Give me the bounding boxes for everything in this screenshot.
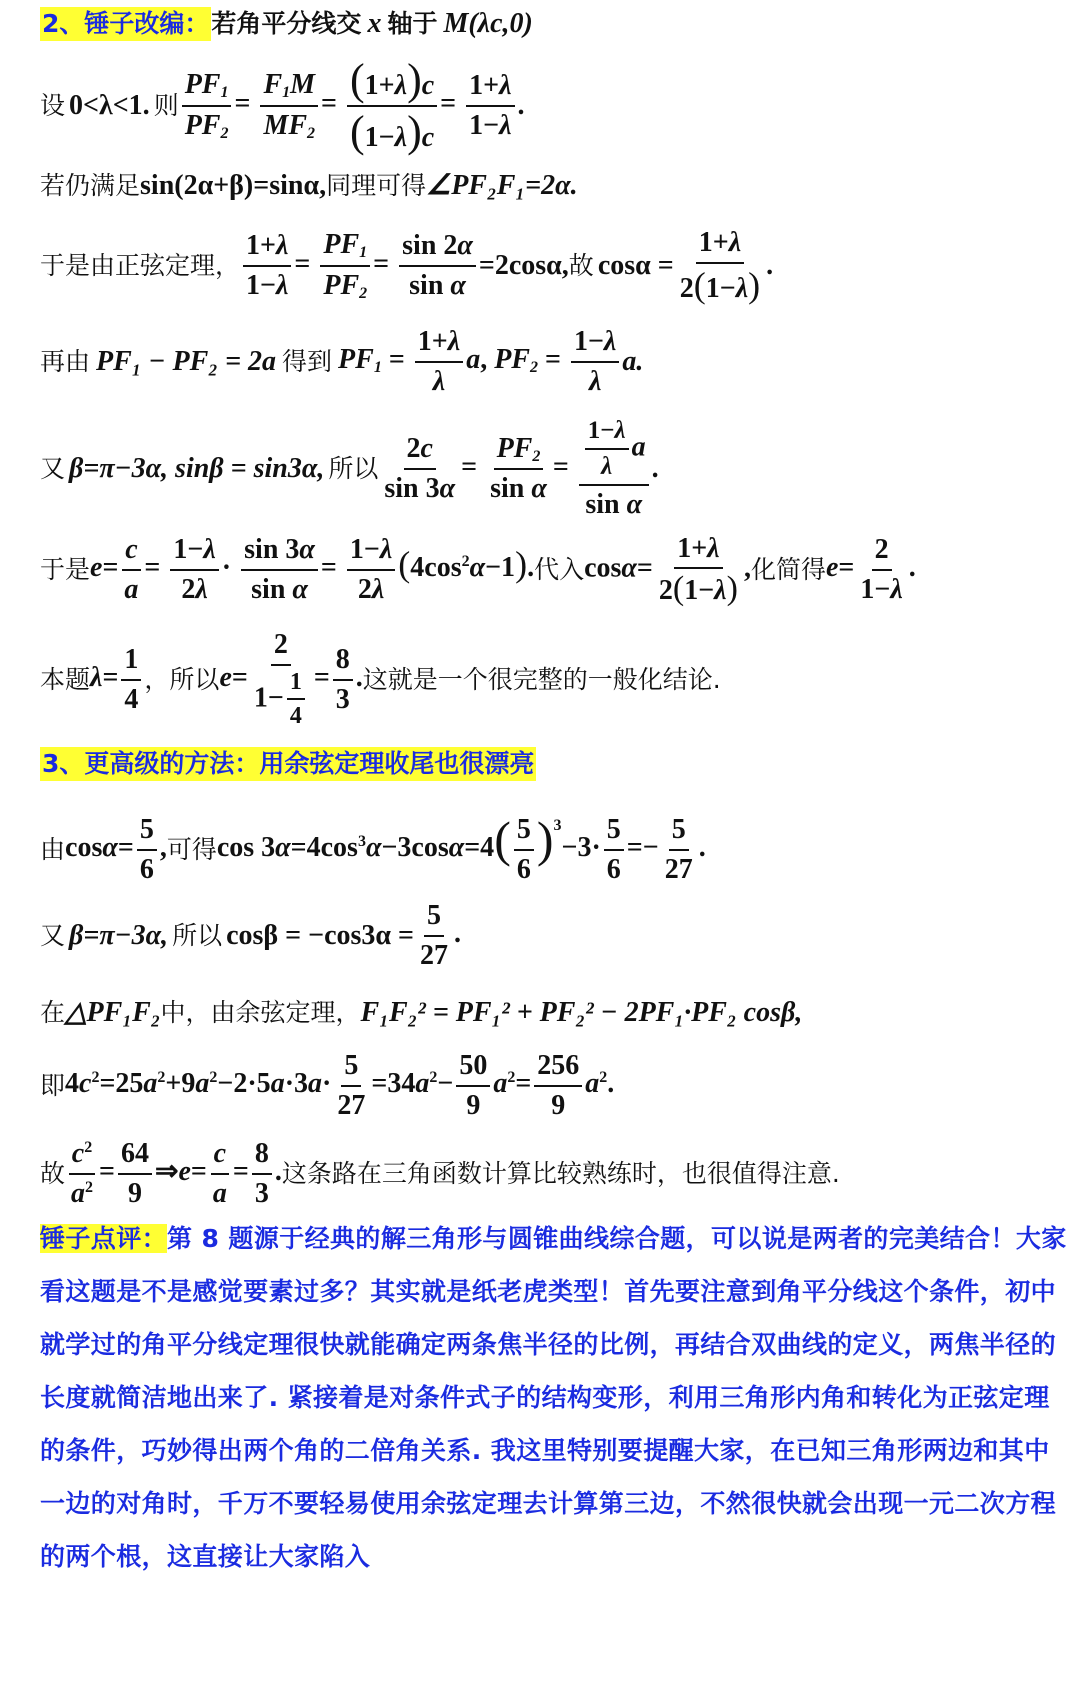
eq-line-cosbeta <box>40 896 1062 976</box>
eq-lambda: λ= $\frac{1}{4}$ <box>90 644 144 715</box>
text-note: 这条路在三角函数计算比较熟练时，也很值得注意. <box>281 1159 840 1188</box>
eq-beta: β=π−3α, sinβ = sin3α, <box>69 453 325 485</box>
eq-cos3: $\cos 3\alpha=4\cos^3\alpha-3\cos\alpha=4$( $\frac{5}{6}$ )$^3$−3· $\frac{5}{6}$ =− $\frac{5}{27}$ . <box>216 811 706 885</box>
text-zaiyou: 再由 <box>40 347 91 376</box>
eq-cosbeta: cosβ = −cos3α = <box>226 920 414 952</box>
eq-line-sine-law <box>40 226 1062 306</box>
eq-end-3: . <box>766 250 774 282</box>
eq-2cos: =2cosα, <box>478 250 569 282</box>
text-gu-12: 故 <box>40 1159 66 1188</box>
text-ji: 即 <box>40 1071 66 1100</box>
eq-compute: $4c^2=25a^2+9a^2-2\cdot 5a\cdot 3a\cdot$ $\frac{5}{27}$ $=34a^2-$ $\frac{50}{9}$ $a^2=$ $\frac{256}{9}$ $a^2$. <box>65 1050 615 1121</box>
eq-angle: ∠PF₂F₁=2α. <box>426 170 578 202</box>
section-2-x: x <box>367 8 382 40</box>
eq-line-cos3alpha <box>40 808 1062 892</box>
eq-line-eccentricity <box>40 530 1062 610</box>
eq-line-lengths <box>40 324 1062 400</box>
text-ruoreng: 若仍满足 <box>40 171 141 200</box>
eq-line-result <box>40 1134 1062 1214</box>
text-benti: 本题 <box>40 665 91 694</box>
eq-line-this-problem <box>40 630 1062 730</box>
text-she: 设 <box>40 91 66 120</box>
comment-label: 锤子点评： <box>40 1224 168 1253</box>
eq-line-beta <box>40 414 1062 524</box>
eq-end-5: . <box>651 453 659 485</box>
text-gu: 故 <box>568 251 594 280</box>
section-3-label: 3、更高级的方法：用余弦定理收尾也很漂亮 <box>40 747 536 781</box>
eq-cos-frac: $\frac{1+\lambda}{2(1-\lambda)}$ <box>679 227 761 305</box>
eq-line-ratio <box>40 55 1062 156</box>
eq-cos-alpha: cosα = <box>597 250 674 282</box>
text-ze: 则 <box>153 91 179 120</box>
text-you: 又 <box>40 454 66 483</box>
eq-line-compute <box>40 1046 1062 1126</box>
eq-hyperbola-def: PF₁ − PF₂ = 2a <box>96 346 277 378</box>
eq-cond: 0<λ<1. <box>69 90 150 122</box>
eq-cosbeta-frac: $\frac{5}{27}$ . <box>419 900 461 971</box>
text-yushi: 于是 <box>40 555 91 584</box>
text-tongli: 同理可得 <box>326 171 427 200</box>
text-kede: 可得 <box>166 835 217 864</box>
eq-beta-9: β=π−3α, <box>69 920 169 952</box>
section-2-label: 2、锤子改编： <box>40 7 211 41</box>
text-dairu: 代入 <box>534 555 585 584</box>
eq-pf-values: $PF_1$ = $\frac{1+\lambda}{\lambda}$ a, $PF_2$ = $\frac{1-\lambda}{\lambda}$ <box>338 326 622 397</box>
text-dedao: 得到 <box>282 347 333 376</box>
eq-cosine-law: F₁F₂² = PF₁² + PF₂² − 2PF₁·PF₂ cosβ, <box>360 997 803 1029</box>
text-zai: 在 <box>40 998 66 1027</box>
section-2-point: M(λc,0) <box>443 8 533 40</box>
text-suoyi: 所以 <box>328 454 379 483</box>
eq-e-value: e= 2 1− $\frac{1}{4}$ = $\frac{8}{3}$ . <box>219 629 363 730</box>
text-cosine-law: 中，由余弦定理， <box>160 998 361 1027</box>
eq-beta-chain: $\frac{2c}{\sin 3\alpha}$ = $\frac{PF_2}{\text{sin α}}$ = $\frac{1-\lambda}{\lambda}$ a sin α <box>378 417 651 521</box>
eq-ratio-chain: $\frac{PF_1}{PF_2}$ = $\frac{F_1M}{MF_2}$ = $\frac{(1+\lambda)c}{(1-\lambda)c}$ = $\frac{1+\lambda}{1-\lambda}$ <box>179 58 518 153</box>
eq-e-result: e= $\frac{2}{1-\lambda}$ . <box>825 534 916 605</box>
eq-sin-condition: sin(2α+β)=sinα, <box>140 170 327 202</box>
text-conclusion: 这就是一个很完整的一般化结论. <box>362 665 721 694</box>
eq-line-cosine-law <box>40 990 1062 1036</box>
eq-line-condition <box>40 164 1062 208</box>
eq-end-4: a. <box>622 346 644 378</box>
eq-end: . <box>517 90 525 122</box>
comment-paragraph <box>40 1212 1070 1583</box>
section-2-title-mid: 轴于 <box>387 9 438 38</box>
eq-sub-cos: cosα= $\frac{1+\lambda}{2(1-\lambda)}$ , <box>584 532 751 607</box>
text-you-3: 由 <box>40 835 66 864</box>
text-huajian: 化简得 <box>750 555 826 584</box>
section-2-title-rest: 若角平分线交 <box>211 9 362 38</box>
text-suoyi-9: 所以 <box>172 921 223 950</box>
text-you-9: 又 <box>40 921 66 950</box>
text-sine-law: 于是由正弦定理， <box>40 251 241 280</box>
text-suoyi-2: ，所以 <box>144 665 220 694</box>
eq-result: $\frac{c^2}{a^2}$ = $\frac{64}{9}$ ⇒e= $\frac{c}{a}$ = $\frac{8}{3}$ . <box>65 1138 282 1209</box>
section-2-heading <box>40 2 1062 46</box>
comment-text: 第 8 题源于经典的解三角形与圆锥曲线综合题，可以说是两者的完美结合！大家看这题是不是感觉要素过多？其实就是纸老虎类型！首先要注意到角平分线这个条件，初中就学过的角平分线定理很快就能确定两条焦半径的比例，再结合双曲线的定义，两焦半径的长度就简洁地出来了. 紧接着是对条件式子的结构变形，利用三角形内角和转化为正弦定理的条件，巧妙得出两个角的二倍角关系. 我这里特别要提醒大家，在已知三角形两边和其中一边的对角时，千万不要轻易使用余弦定理去计算第三边，不然很快就会出现一元二次方程的两个根，这直接让大家陷入 <box>40 1224 1067 1571</box>
eq-triangle: △PF₁F₂ <box>65 997 161 1029</box>
eq-sine-chain: $\frac{1+\lambda}{1-\lambda}$ = $\frac{PF_1}{PF_2}$ = $\frac{\sin 2\alpha}{\text{sin α}}$ <box>240 229 479 303</box>
section-3-heading <box>40 742 1062 786</box>
eq-cos-given: cosα= $\frac{5}{6}$ , <box>65 814 167 885</box>
eq-e-chain: e= $\frac{c}{a}$ = $\frac{1-\lambda}{2\lambda}$ · $\frac{\sin 3\alpha}{\text{sin α}}$ = $\frac{1-\lambda}{2\lambda}$ $(4\cos^2\alpha-1)$. <box>90 534 535 605</box>
